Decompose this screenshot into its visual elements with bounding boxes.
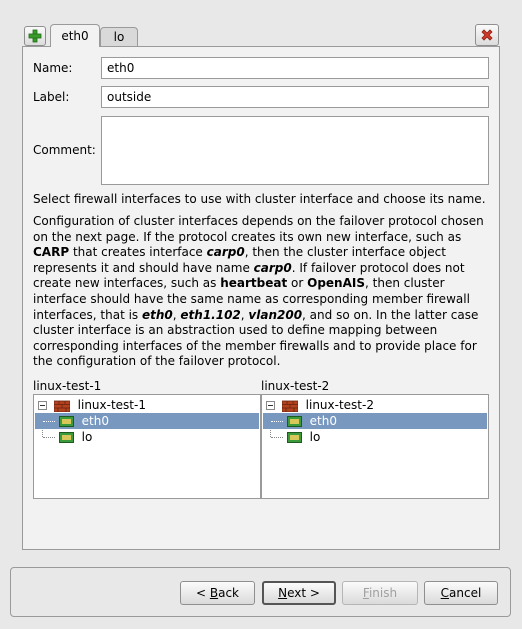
add-interface-button[interactable] [24, 26, 46, 46]
network-interface-icon [59, 432, 74, 443]
tree-item-label: eth0 [309, 414, 337, 428]
comment-label: Comment: [33, 143, 96, 157]
select-instruction: Select firewall interfaces to use with cluster interface and choose its name. [33, 192, 486, 206]
tree-root-label: linux-test-2 [305, 398, 374, 412]
firewall-icon [54, 399, 70, 412]
tree-item-label: lo [309, 430, 321, 444]
tab-lo[interactable] [100, 27, 138, 47]
name-label: Name: [33, 61, 73, 75]
next-button[interactable]: Next > [262, 581, 336, 605]
tree-item-label: eth0 [81, 414, 109, 428]
network-interface-icon [287, 416, 302, 427]
member-header-linux-test-2: linux-test-2 [261, 379, 330, 393]
tree-item-lo[interactable] [35, 429, 259, 445]
name-input[interactable]: eth0 [101, 57, 489, 79]
tab-label: lo [113, 30, 125, 44]
tree-root-linux-test-2[interactable] [266, 397, 374, 413]
back-button[interactable]: < Back [180, 581, 255, 605]
finish-button[interactable]: Finish [342, 581, 418, 605]
tree-root-label: linux-test-1 [77, 398, 146, 412]
cancel-button[interactable]: Cancel [424, 581, 498, 605]
collapse-icon[interactable] [266, 401, 275, 410]
collapse-icon[interactable] [38, 401, 47, 410]
label-label: Label: [33, 90, 70, 104]
comment-textarea[interactable] [101, 116, 489, 185]
tree-root-linux-test-1[interactable] [38, 397, 146, 413]
label-input[interactable]: outside [101, 86, 489, 108]
tree-item-eth0[interactable] [35, 413, 259, 429]
member-tree-linux-test-2[interactable] [261, 394, 489, 499]
explanation-text: Configuration of cluster interfaces depends on the failover protocol chosen on the next page. If the protocol creates its own new interface, such as CARP that creates interface carp0, then the cluster interface object represents it and should have name carp0. If failover protocol does not create new interfaces, such as heartbeat or OpenAIS, then cluster interface should have the same name as corresponding member firewall interfaces, that is eth0, eth1.102, vlan200, and so on. In the latter case cluster interface is an abstraction used to define mapping between corresponding interfaces of the member firewalls and to provide place for the configuration of the failover protocol. [33, 214, 484, 369]
remove-interface-button[interactable] [475, 24, 499, 46]
tree-item-lo[interactable] [263, 429, 487, 445]
tree-item-eth0[interactable] [263, 413, 487, 429]
member-tree-linux-test-1[interactable] [33, 394, 261, 499]
network-interface-icon [59, 416, 74, 427]
network-interface-icon [287, 432, 302, 443]
member-header-linux-test-1: linux-test-1 [33, 379, 102, 393]
tree-item-label: lo [81, 430, 93, 444]
plus-icon [28, 29, 42, 43]
tab-label: eth0 [61, 29, 89, 43]
firewall-icon [282, 399, 298, 412]
tab-eth0[interactable] [50, 24, 100, 47]
close-icon [480, 28, 494, 42]
